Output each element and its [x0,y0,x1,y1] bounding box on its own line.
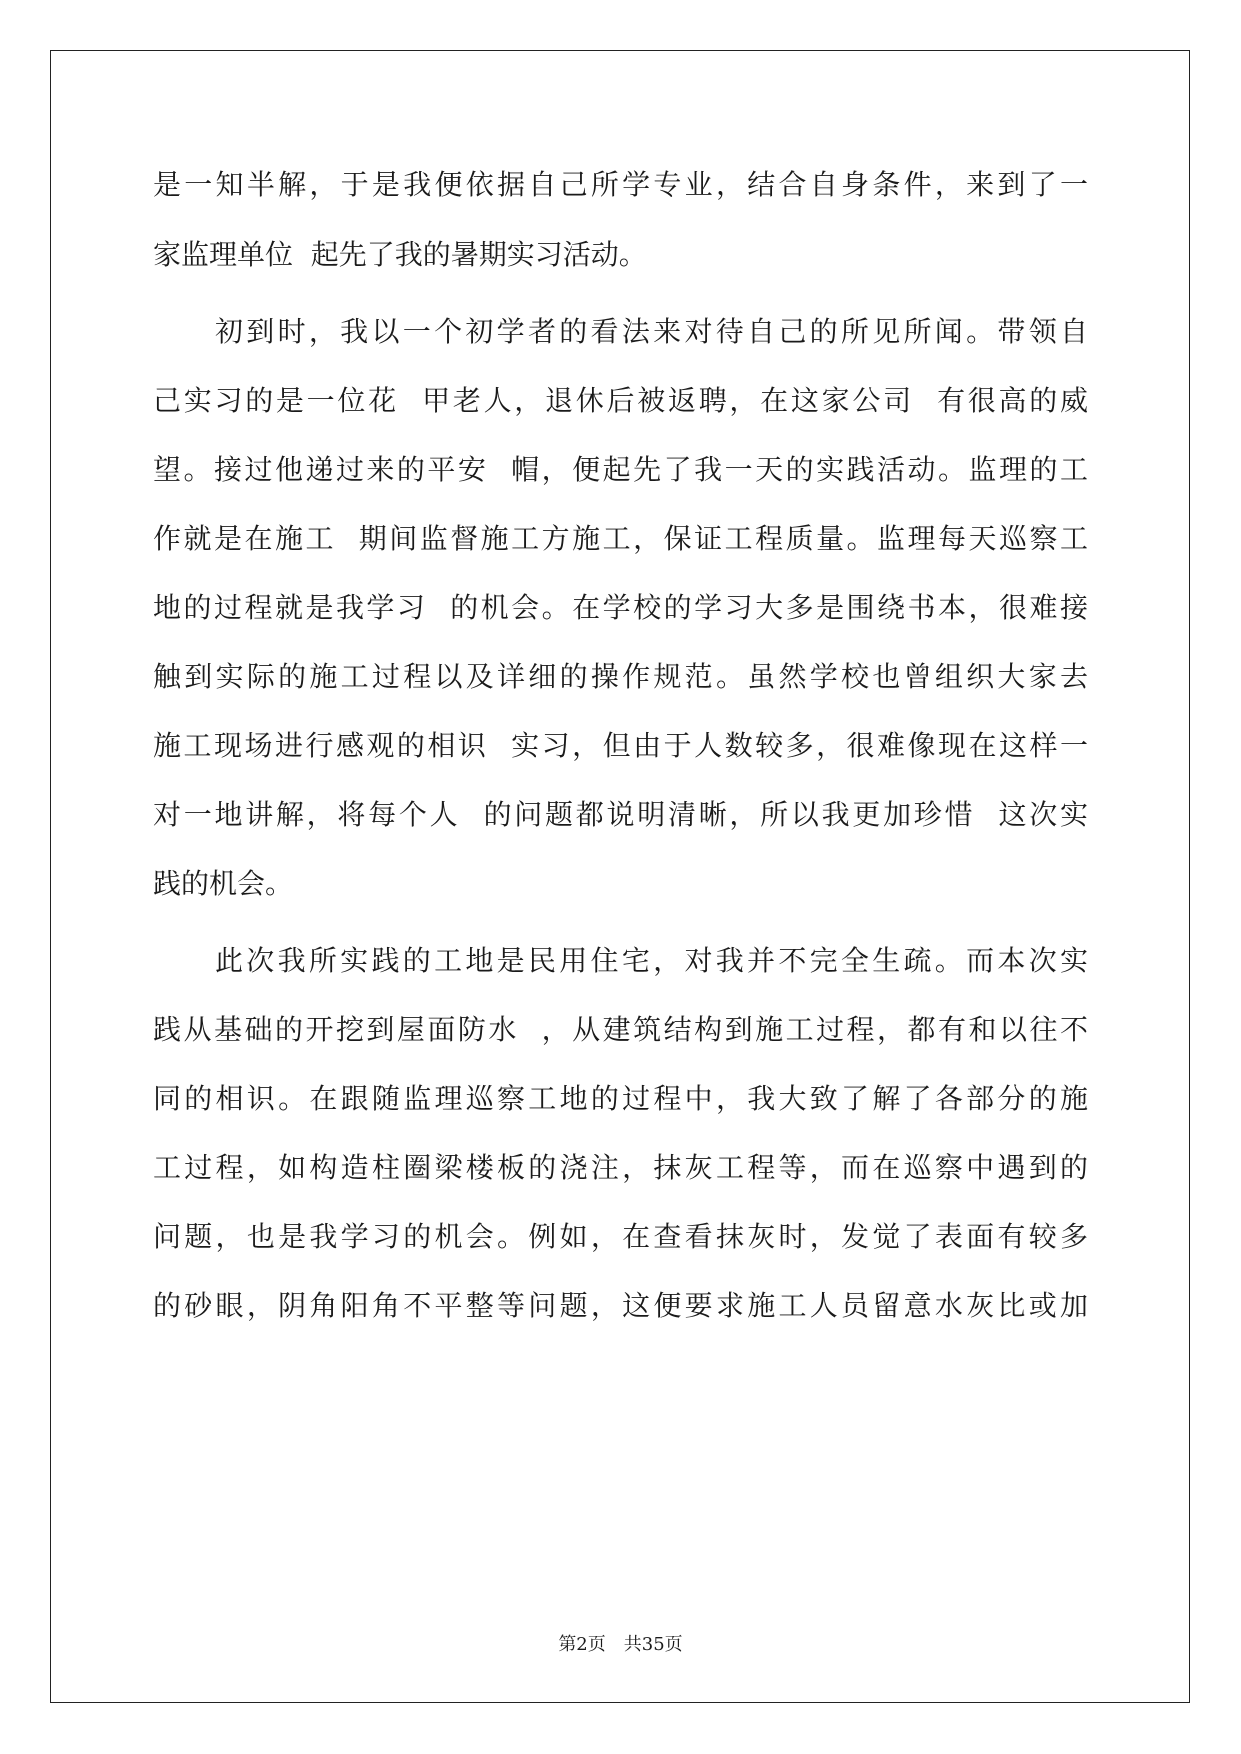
document-body [153,164,1088,1327]
text-line: 此次我所实践的工地是民用住宅，对我并不完全生疏。而本次实 [215,944,1088,977]
text-line: 己实习的是一位花 甲老人，退休后被返聘，在这家公司 有很高的威 [153,384,1088,417]
page-number: 第2页 [558,1634,606,1655]
text-line: 是一知半解，于是我便依据自己所学专业，结合自身条件，来到了一 [153,168,1088,201]
text-line: 初到时，我以一个初学者的看法来对待自己的所见所闻。带领自 [215,315,1088,348]
text-line: 问题，也是我学习的机会。例如，在查看抹灰时，发觉了表面有较多 [153,1220,1088,1253]
text-line: 对一地讲解，将每个人 的问题都说明清晰，所以我更加珍惜 这次实 [153,798,1088,831]
text-line: 家监理单位 起先了我的暑期实习活动。 [153,238,647,271]
text-line: 同的相识。在跟随监理巡察工地的过程中，我大致了解了各部分的施 [153,1082,1088,1115]
text-line: 望。接过他递过来的平安 帽，便起先了我一天的实践活动。监理的工 [153,453,1088,486]
text-line: 施工现场进行感观的相识 实习，但由于人数较多，很难像现在这样一 [153,729,1088,762]
text-line: 地的过程就是我学习 的机会。在学校的学习大多是围绕书本，很难接 [153,591,1088,624]
text-line: 践从基础的开挖到屋面防水 ，从建筑结构到施工过程，都有和以往不 [153,1013,1088,1046]
text-line: 工过程，如构造柱圈梁楼板的浇注，抹灰工程等，而在巡察中遇到的 [153,1151,1088,1184]
page-footer [0,1634,1241,1656]
text-line: 作就是在施工 期间监督施工方施工，保证工程质量。监理每天巡察工 [153,522,1088,555]
paragraph-2 [153,311,1088,905]
text-line: 践的机会。 [153,867,294,900]
page-total: 共35页 [623,1634,683,1655]
paragraph-1 [153,164,1088,276]
text-line: 触到实际的施工过程以及详细的操作规范。虽然学校也曾组织大家去 [153,660,1088,693]
text-line: 的砂眼，阴角阳角不平整等问题，这便要求施工人员留意水灰比或加 [153,1289,1088,1322]
paragraph-3 [153,940,1088,1327]
